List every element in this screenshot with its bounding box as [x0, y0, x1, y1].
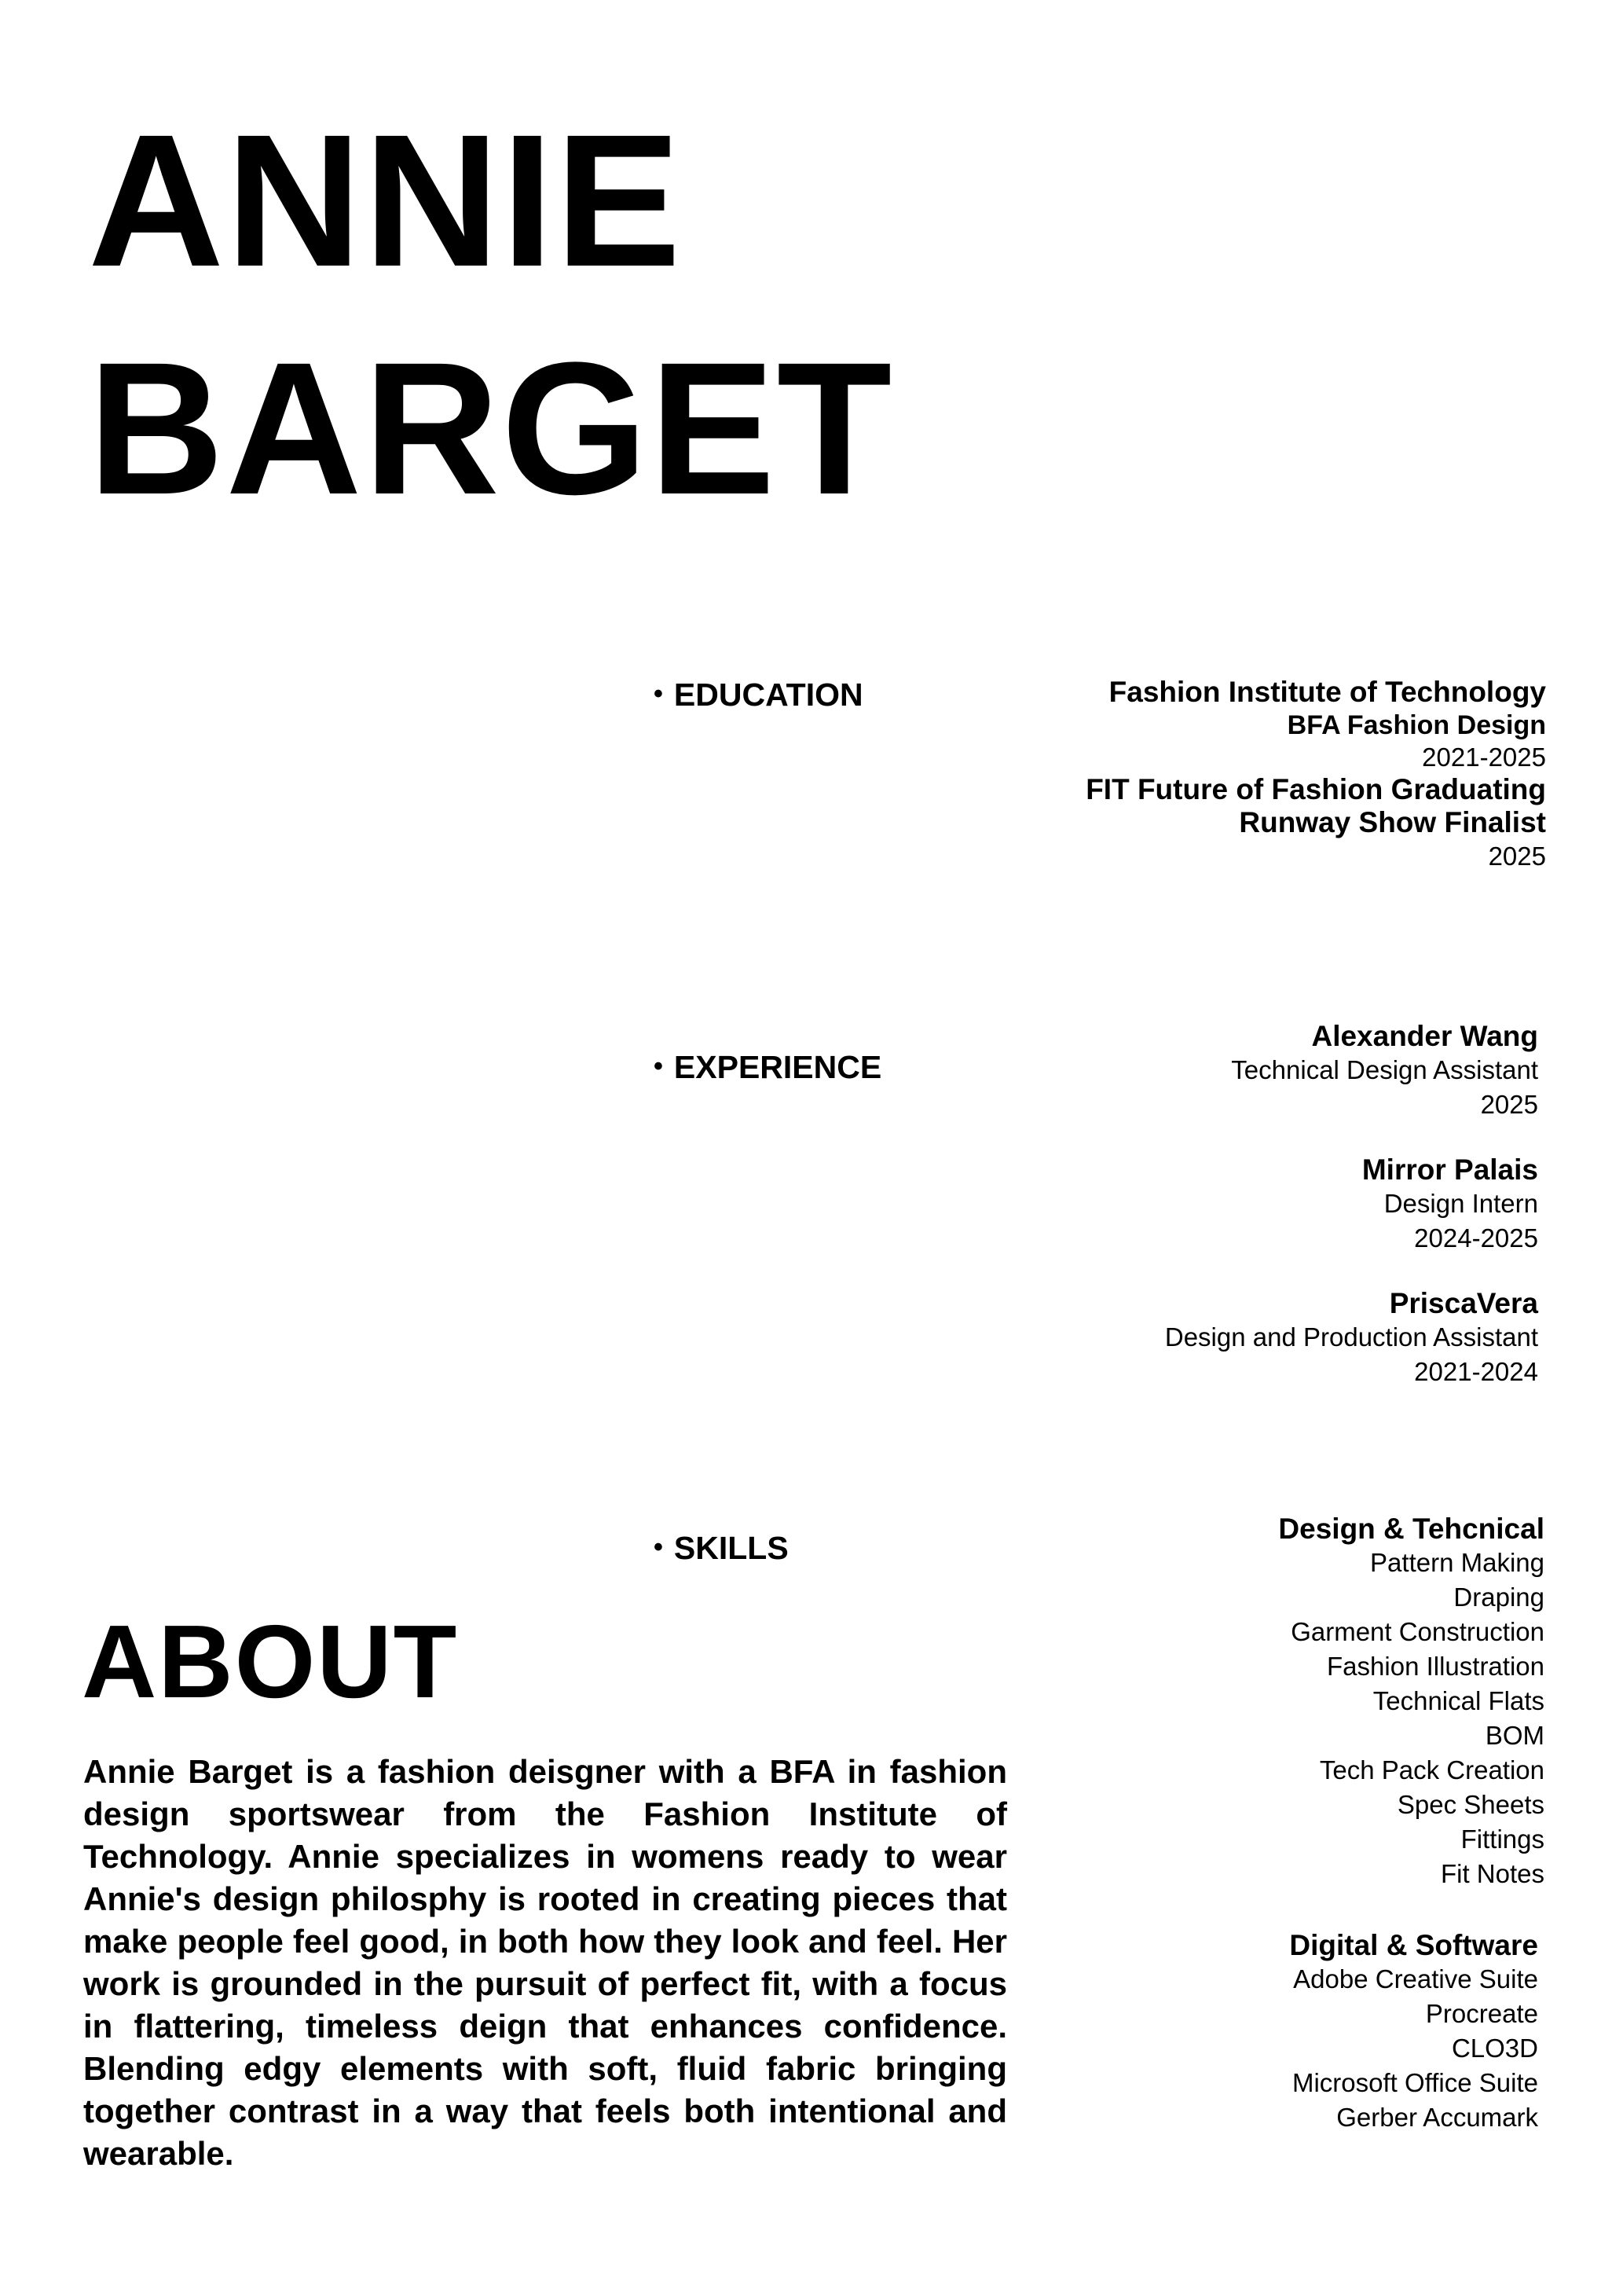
section-label-education: • EDUCATION: [654, 674, 863, 714]
experience-role: Design Intern: [1383, 1189, 1538, 1218]
skill-item: Fashion Illustration: [1327, 1652, 1544, 1681]
about-heading: ABOUT: [82, 1604, 459, 1719]
last-name: BARGET: [88, 323, 894, 534]
skill-item: Fittings: [1460, 1825, 1544, 1854]
skill-item: Fit Notes: [1440, 1859, 1544, 1888]
education-honor-line2: Runway Show Finalist: [1239, 806, 1546, 838]
skill-item: Adobe Creative Suite: [1293, 1964, 1538, 1993]
skills-digital-group: [1278, 1929, 1538, 2135]
skill-item: CLO3D: [1451, 2034, 1538, 2063]
education-honor-year: 2025: [1488, 842, 1546, 871]
education-degree-years: 2021-2025: [1422, 743, 1546, 772]
experience-years: 2025: [1480, 1090, 1538, 1119]
skill-item: Microsoft Office Suite: [1291, 2068, 1538, 2097]
about-paragraph: Annie Barget is a fashion deisgner with a BFA in fashion design sportswear from the Fashion Institute of Technology. Annie specializes in womens ready to wear Annie's design philosphy is rooted in creating pieces that make people feel good, in both how they look and feel. Her work is grounded in the pursuit of perfect fit, with a focus in flattering, timeless deign that enhances confidence. Blending edgy elements with soft, fluid fabric bringing together contrast in a way that feels both intentional and wearable.: [83, 1753, 1007, 2172]
skill-item: Spec Sheets: [1397, 1790, 1544, 1819]
bullet-icon: •: [654, 1532, 663, 1562]
section-label-skills: • SKILLS: [654, 1528, 789, 1568]
first-name: ANNIE: [88, 95, 683, 306]
experience-company: Alexander Wang: [1311, 1020, 1538, 1052]
section-label-experience: • EXPERIENCE: [654, 1047, 881, 1087]
experience-list: [1165, 1020, 1538, 1389]
skills-digital-heading: Digital & Software: [1289, 1929, 1538, 1961]
experience-role: Design and Production Assistant: [1164, 1322, 1538, 1352]
experience-item: [1165, 1020, 1538, 1122]
skill-item: Pattern Making: [1370, 1548, 1544, 1577]
experience-years: 2021-2024: [1414, 1357, 1538, 1386]
skills-design-group: [1278, 1513, 1544, 1891]
skill-item: Technical Flats: [1372, 1686, 1544, 1715]
experience-years: 2024-2025: [1414, 1223, 1538, 1253]
experience-role: Technical Design Assistant: [1231, 1055, 1538, 1084]
experience-company: Mirror Palais: [1361, 1154, 1538, 1186]
skill-item: Draping: [1453, 1583, 1544, 1612]
skills-design-heading: Design & Tehcnical: [1278, 1513, 1544, 1545]
skill-item: Tech Pack Creation: [1319, 1755, 1544, 1784]
education-details: [1086, 676, 1546, 874]
resume-name: [88, 86, 893, 542]
experience-item: [1165, 1154, 1538, 1256]
bullet-icon: •: [654, 1051, 663, 1081]
experience-item: [1165, 1287, 1538, 1389]
bullet-icon: •: [654, 679, 663, 709]
skill-item: Procreate: [1425, 1999, 1538, 2028]
experience-company: PriscaVera: [1389, 1287, 1538, 1319]
skill-item: Gerber Accumark: [1336, 2103, 1538, 2132]
skill-item: BOM: [1485, 1721, 1544, 1750]
skills-list: [1278, 1513, 1544, 2135]
education-school: Fashion Institute of Technology: [1108, 676, 1546, 708]
skill-item: Garment Construction: [1291, 1617, 1544, 1646]
education-degree: BFA Fashion Design: [1287, 710, 1546, 740]
education-honor-line1: FIT Future of Fashion Graduating: [1086, 773, 1546, 805]
